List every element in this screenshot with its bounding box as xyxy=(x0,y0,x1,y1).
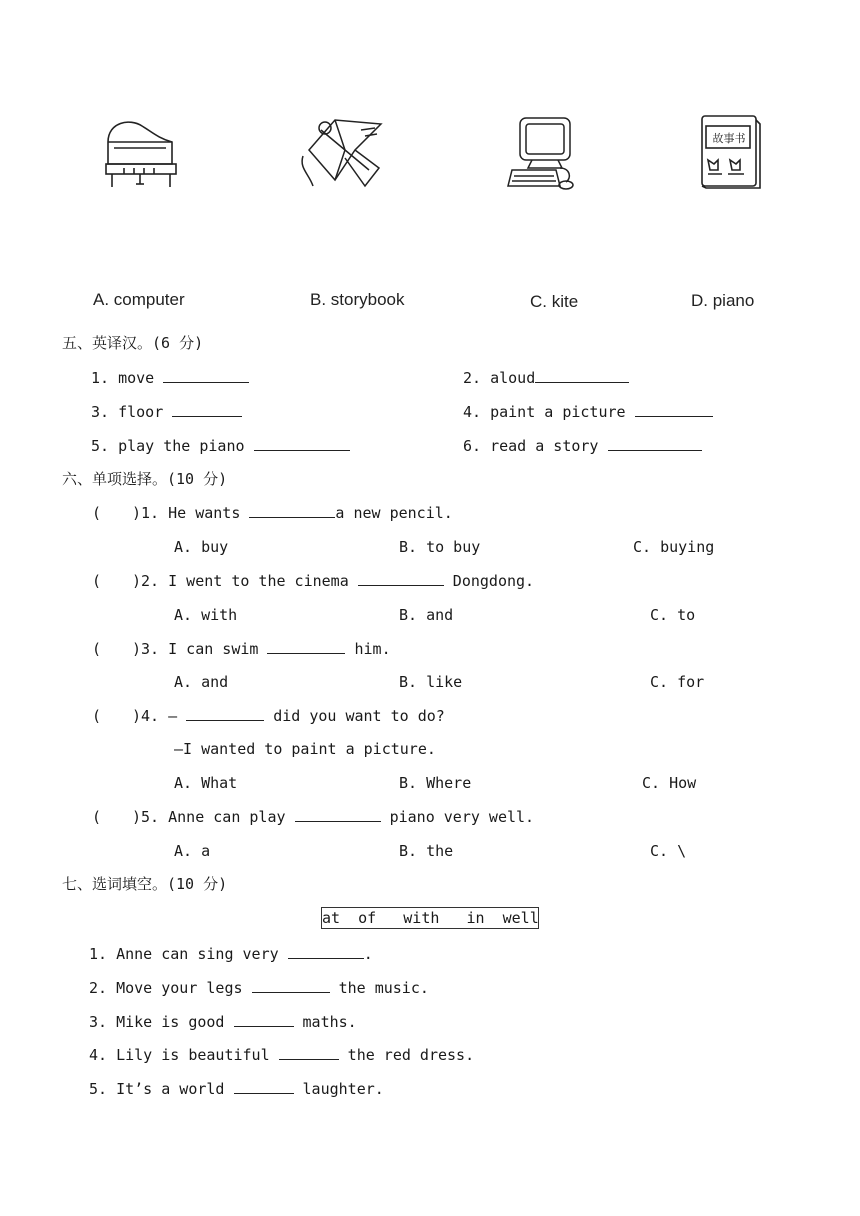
q4-paren[interactable]: ( xyxy=(92,707,102,725)
answer-blank[interactable] xyxy=(234,1079,294,1094)
s5-item-1 xyxy=(91,368,249,388)
s5-item-3-text: 3. floor xyxy=(91,403,164,421)
section5-title: 五、英译汉。(6 分) xyxy=(62,334,204,352)
q3-paren[interactable]: ( xyxy=(92,640,102,658)
q3-pre: I can swim xyxy=(168,640,268,658)
s7-item-4 xyxy=(89,1045,474,1065)
q2-stem xyxy=(132,571,534,591)
q2-option-c[interactable]: C. to xyxy=(650,606,696,624)
s7-item-2-pre: 2. Move your legs xyxy=(89,979,252,997)
s7-item-4-pre: 4. Lily is beautiful xyxy=(89,1046,279,1064)
q4-option-b[interactable]: B. Where xyxy=(399,774,472,792)
answer-blank[interactable] xyxy=(249,503,335,518)
s7-item-3-pre: 3. Mike is good xyxy=(89,1013,234,1031)
option-b-label: B. storybook xyxy=(310,290,405,309)
q5-stem xyxy=(132,807,534,827)
word-bank-box: at of with in well xyxy=(322,909,539,927)
answer-blank[interactable] xyxy=(186,706,264,721)
kite-icon xyxy=(295,110,387,192)
answer-blank[interactable] xyxy=(279,1045,339,1060)
q4-stem xyxy=(132,706,445,726)
q1-post: a new pencil. xyxy=(335,504,453,522)
s5-item-4-text: 4. paint a picture xyxy=(463,403,626,421)
option-c-label: C. kite xyxy=(530,292,579,311)
q4-option-a[interactable]: A. What xyxy=(174,774,238,792)
piano-picture xyxy=(100,112,180,190)
answer-blank[interactable] xyxy=(635,402,713,417)
q2-number: )2. xyxy=(132,572,160,590)
answer-blank[interactable] xyxy=(295,807,381,822)
s7-item-2-post: the music. xyxy=(329,979,429,997)
answer-blank[interactable] xyxy=(535,368,629,383)
option-d-label: D. piano xyxy=(691,291,755,310)
q2-option-b[interactable]: B. and xyxy=(399,606,454,624)
q1-number: )1. xyxy=(132,504,160,522)
q4-post: did you want to do? xyxy=(264,707,445,725)
s7-item-1-post: . xyxy=(363,945,373,963)
answer-blank[interactable] xyxy=(252,978,330,993)
q5-post: piano very well. xyxy=(380,808,535,826)
q5-pre: Anne can play xyxy=(168,808,295,826)
s5-item-6-text: 6. read a story xyxy=(463,437,599,455)
q1-option-b[interactable]: B. to buy xyxy=(399,538,481,556)
q1-paren[interactable]: ( xyxy=(92,504,102,522)
q5-option-b[interactable]: B. the xyxy=(399,842,454,860)
s5-item-2 xyxy=(463,368,629,388)
q1-pre: He wants xyxy=(168,504,250,522)
s7-item-5-post: laughter. xyxy=(293,1080,384,1098)
section7-title: 七、选词填空。(10 分) xyxy=(62,875,228,893)
answer-blank[interactable] xyxy=(608,436,702,451)
kite-picture xyxy=(295,110,387,192)
s7-item-1-pre: 1. Anne can sing very xyxy=(89,945,288,963)
s7-item-5 xyxy=(89,1079,384,1099)
s5-item-4 xyxy=(463,402,713,422)
storybook-icon xyxy=(698,112,764,190)
section6-title: 六、单项选择。(10 分) xyxy=(62,470,228,488)
q5-paren[interactable]: ( xyxy=(92,808,102,826)
computer-icon xyxy=(506,112,582,192)
q1-option-c[interactable]: C. buying xyxy=(633,538,715,556)
answer-blank[interactable] xyxy=(267,639,345,654)
s5-item-5 xyxy=(91,436,350,456)
q5-number: )5. xyxy=(132,808,160,826)
s7-item-2 xyxy=(89,978,429,998)
option-a-label: A. computer xyxy=(93,290,185,309)
q3-stem xyxy=(132,639,391,659)
q5-option-a[interactable]: A. a xyxy=(174,842,211,860)
q1-option-a[interactable]: A. buy xyxy=(174,538,229,556)
s5-item-2-text: 2. aloud xyxy=(463,369,536,387)
q4-number: )4. xyxy=(132,707,160,725)
s5-item-3 xyxy=(91,402,242,422)
answer-blank[interactable] xyxy=(358,571,444,586)
s7-item-3-post: maths. xyxy=(293,1013,357,1031)
answer-blank[interactable] xyxy=(163,368,249,383)
s5-item-1-text: 1. move xyxy=(91,369,155,387)
q4-pre: — xyxy=(168,707,187,725)
q2-post: Dongdong. xyxy=(443,572,535,590)
computer-picture xyxy=(506,112,582,192)
s7-item-4-post: the red dress. xyxy=(338,1046,475,1064)
q3-post: him. xyxy=(345,640,391,658)
piano-icon xyxy=(100,112,180,190)
q3-option-c[interactable]: C. for xyxy=(650,673,705,691)
s7-item-1 xyxy=(89,944,373,964)
s5-item-6 xyxy=(463,436,702,456)
storybook-cover-text: 故事书 xyxy=(712,132,746,145)
q5-option-c[interactable]: C. \ xyxy=(650,842,687,860)
q3-option-a[interactable]: A. and xyxy=(174,673,229,691)
answer-blank[interactable] xyxy=(254,436,350,451)
answer-blank[interactable] xyxy=(234,1012,294,1027)
q3-number: )3. xyxy=(132,640,160,658)
q3-option-b[interactable]: B. like xyxy=(399,673,463,691)
q4-option-c[interactable]: C. How xyxy=(642,774,697,792)
s7-item-5-pre: 5. It’s a world xyxy=(89,1080,234,1098)
q1-stem xyxy=(132,503,453,523)
q2-paren[interactable]: ( xyxy=(92,572,102,590)
answer-blank[interactable] xyxy=(172,402,242,417)
storybook-picture xyxy=(698,112,764,190)
answer-blank[interactable] xyxy=(288,944,364,959)
s5-item-5-text: 5. play the piano xyxy=(91,437,245,455)
q2-option-a[interactable]: A. with xyxy=(174,606,238,624)
s7-item-3 xyxy=(89,1012,357,1032)
q4-answer-line: —I wanted to paint a picture. xyxy=(174,740,436,758)
q2-pre: I went to the cinema xyxy=(168,572,358,590)
